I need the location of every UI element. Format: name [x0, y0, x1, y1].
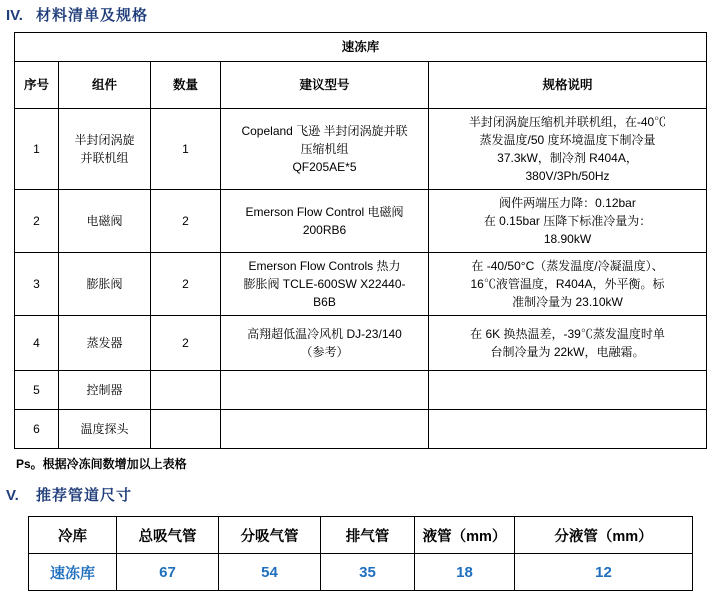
cell-seq: 5 [15, 371, 59, 410]
component-line: 蒸发器 [86, 336, 123, 350]
header-spec: 规格说明 [429, 62, 707, 109]
component-line: 电磁阀 [86, 214, 123, 228]
pipe-header-liquid: 液管（mm） [415, 517, 515, 554]
spec-line: 半封闭涡旋压缩机并联机组，在-40℃ [468, 115, 667, 129]
cell-component [59, 109, 151, 190]
spec-line: 380V/3Ph/50Hz [525, 169, 610, 183]
cell-seq: 6 [15, 410, 59, 449]
table-row [15, 410, 707, 449]
cell-model [221, 371, 429, 410]
model-line: （参考） [300, 345, 349, 359]
cell-component: 温度探头 [59, 410, 151, 449]
cell-seq: 4 [15, 316, 59, 371]
pipe-cell-discharge: 35 [321, 554, 415, 591]
spec-line: 台制冷量为 22kW，电融霜。 [490, 345, 645, 359]
cell-model [221, 253, 429, 316]
table-row [15, 316, 707, 371]
component-line: 膨胀阀 [86, 277, 123, 291]
spec-line: 18.90kW [543, 232, 592, 246]
model-line: 高翔超低温冷风机 DJ-23/140 [247, 327, 402, 341]
model-line: 膨胀阀 TCLE-600SW X22440- [243, 277, 406, 291]
pipe-cell-room: 速冻库 [29, 554, 117, 591]
model-line: QF205AE*5 [292, 160, 357, 174]
table-caption-row [15, 33, 707, 62]
cell-model [221, 109, 429, 190]
section-heading-materials [0, 4, 148, 25]
section-heading-pipe [0, 484, 132, 505]
pipe-header-discharge: 排气管 [321, 517, 415, 554]
spec-line: 在 -40/50°C（蒸发温度/冷凝温度）、 [471, 259, 664, 273]
header-seq: 序号 [15, 62, 59, 109]
pipe-header-branch-suction: 分吸气管 [219, 517, 321, 554]
table-row [15, 190, 707, 253]
cell-quantity [151, 371, 221, 410]
materials-table [14, 32, 707, 449]
spec-line: 在 0.15bar 压降下标准冷量为： [483, 214, 652, 228]
cell-model [221, 316, 429, 371]
header-model: 建议型号 [221, 62, 429, 109]
table-row [15, 109, 707, 190]
model-line: Emerson Flow Controls 热力 [248, 259, 401, 273]
cell-component [59, 253, 151, 316]
cell-quantity: 1 [151, 109, 221, 190]
cell-seq: 2 [15, 190, 59, 253]
spec-line: 在 6K 换热温差，-39℃蒸发温度时单 [470, 327, 665, 341]
pipe-table [28, 516, 693, 591]
pipe-table-header-row [29, 517, 693, 554]
cell-spec [429, 371, 707, 410]
table-row [15, 253, 707, 316]
cell-quantity: 2 [151, 190, 221, 253]
cell-spec [429, 410, 707, 449]
pipe-table-row [29, 554, 693, 591]
cell-seq: 1 [15, 109, 59, 190]
section-title-pipe: 推荐管道尺寸 [36, 487, 133, 504]
cell-component [59, 190, 151, 253]
table-header-row [15, 62, 707, 109]
pipe-table-wrapper [28, 516, 692, 591]
section-number-pipe: V. [6, 487, 19, 504]
spec-line: 37.3kW，制冷剂 R404A， [497, 151, 638, 165]
ps-note: Ps。根据冷冻间数增加以上表格 [16, 457, 187, 471]
model-line: 200RB6 [302, 223, 347, 237]
cell-component [59, 316, 151, 371]
pipe-cell-branch-liquid: 12 [515, 554, 693, 591]
spec-line: 蒸发温度/50 度环境温度下制冷量 [479, 133, 656, 147]
pipe-cell-main-suction: 67 [117, 554, 219, 591]
cell-quantity: 2 [151, 316, 221, 371]
pipe-header-room: 冷库 [29, 517, 117, 554]
pipe-header-main-suction: 总吸气管 [117, 517, 219, 554]
component-line: 半封闭涡旋 [74, 133, 135, 147]
pipe-cell-branch-suction: 54 [219, 554, 321, 591]
pipe-cell-liquid: 18 [415, 554, 515, 591]
cell-quantity [151, 410, 221, 449]
cell-component: 控制器 [59, 371, 151, 410]
cell-quantity: 2 [151, 253, 221, 316]
pipe-header-branch-liquid: 分液管（mm） [515, 517, 693, 554]
section-title-materials: 材料清单及规格 [36, 7, 149, 24]
component-line: 并联机组 [80, 151, 129, 165]
materials-table-caption: 速冻库 [15, 33, 707, 62]
model-line: B6B [313, 295, 336, 309]
model-line: Emerson Flow Control 电磁阀 [245, 205, 404, 219]
spec-line: 准制冷量为 23.10kW [512, 295, 623, 309]
spec-line: 阀件两端压力降：0.12bar [499, 196, 636, 210]
cell-seq: 3 [15, 253, 59, 316]
header-quantity: 数量 [151, 62, 221, 109]
cell-model [221, 410, 429, 449]
cell-spec [429, 316, 707, 371]
cell-spec [429, 190, 707, 253]
table-row [15, 371, 707, 410]
model-line: Copeland 飞逊 半封闭涡旋并联 [241, 124, 408, 138]
header-component: 组件 [59, 62, 151, 109]
materials-table-wrapper [14, 32, 706, 449]
cell-model [221, 190, 429, 253]
cell-spec [429, 109, 707, 190]
section-number-materials: IV. [6, 7, 23, 24]
model-line: 压缩机组 [300, 142, 349, 156]
cell-spec [429, 253, 707, 316]
spec-line: 16℃液管温度，R404A，外平衡。标 [470, 277, 665, 291]
